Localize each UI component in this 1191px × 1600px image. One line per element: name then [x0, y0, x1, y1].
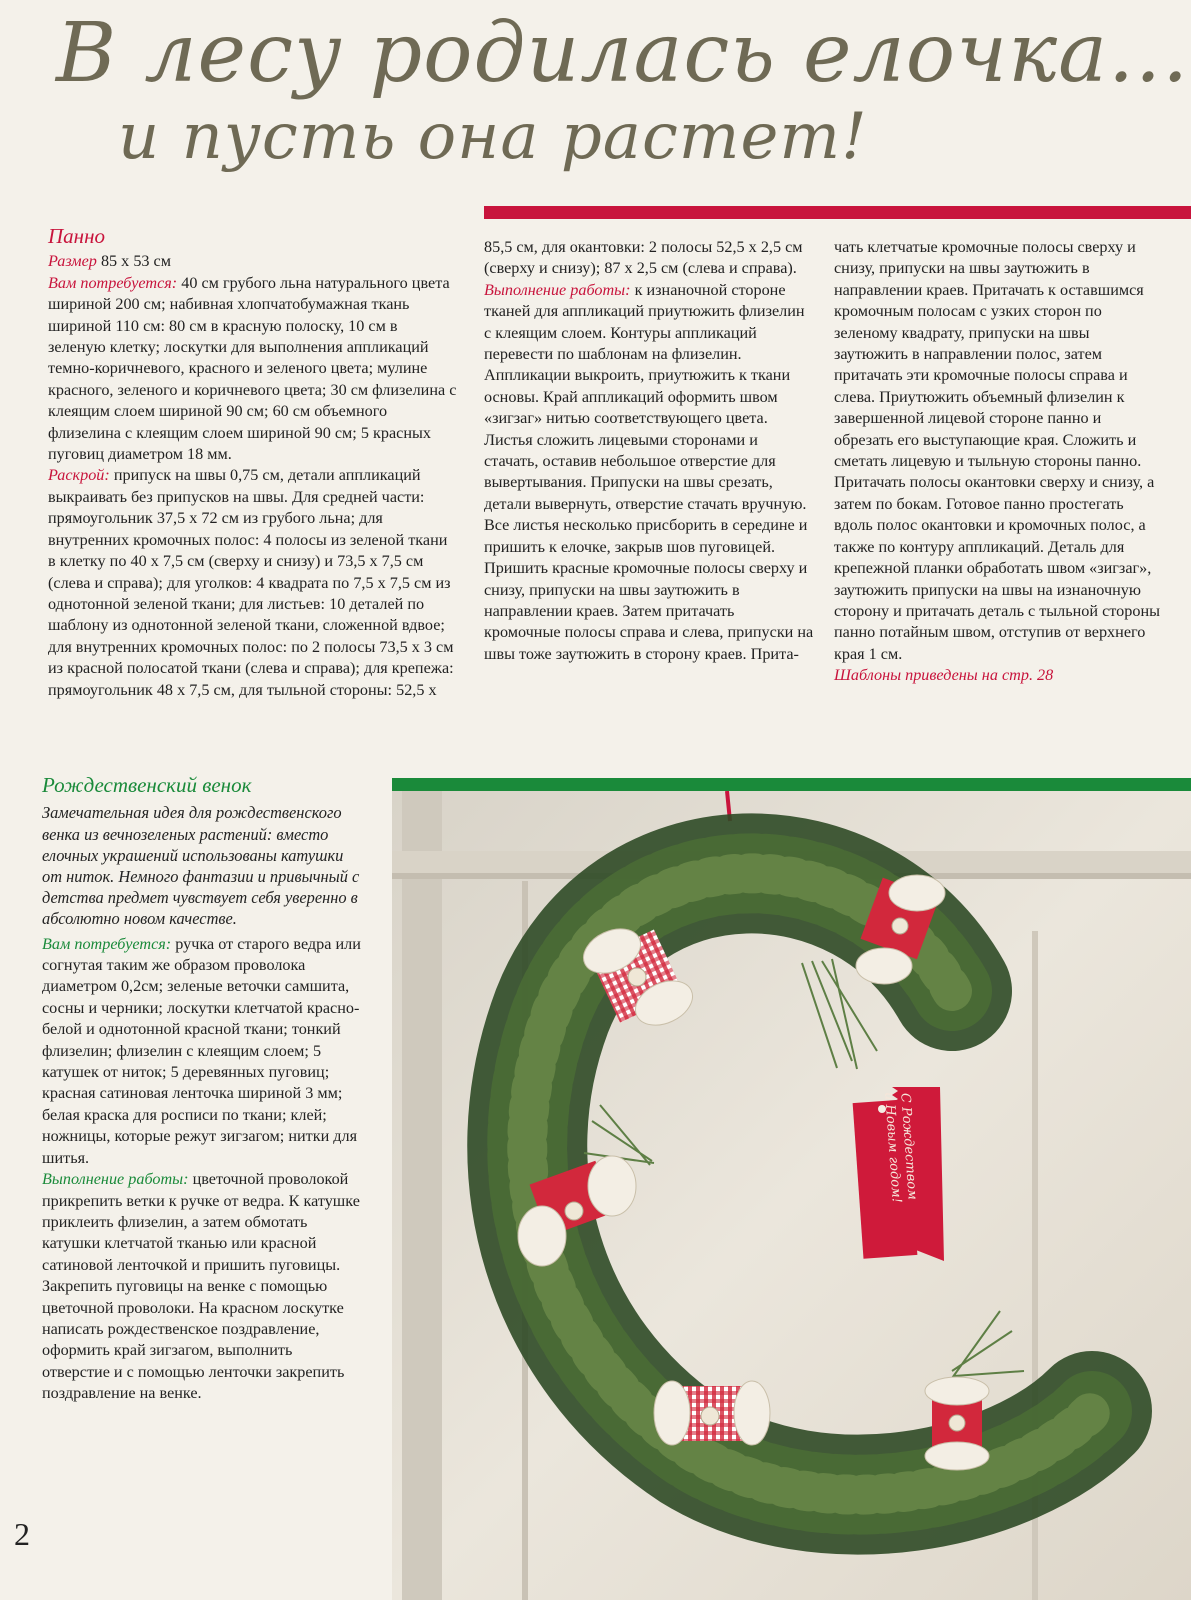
wreath-needs [42, 934, 364, 1169]
panno-column-3 [834, 237, 1164, 687]
wreath-photo [392, 791, 1191, 1600]
panno-column-1 [48, 226, 458, 701]
greeting-tag-text: С Рождеством и Новым годом! [881, 1091, 920, 1204]
red-divider-bar [484, 206, 1191, 219]
work-label: Выполнение работы: [484, 280, 631, 299]
wreath-work-text: цветочной проволокой прикрепить ветки к ручке от ведра. К катушке приклеить флизелин, а затем обмотать катушки клетчатой тканью или красной сатиновой ленточкой и пришить пуговицы. Закрепить пуговицы на венке с помощью цветочной проволоки. На красном лоскутке написать рождественское поздравление, оформить край зигзагом, выполнить отверстие и с помощью ленточки закрепить поздравление на венке. [42, 1170, 360, 1403]
panno-needs [48, 273, 458, 466]
green-divider-bar [392, 778, 1191, 791]
work-text: к изнаночной стороне тканей для аппликаций приутюжить флизелин с клеящим слоем. Контуры аппликаций перевести по шаблонам на флизелин. Аппликации выкроить, приутюжить к ткани основы. Край аппликаций оформить швом «зигзаг» нитью соответствующего цвета. Листья сложить лицевыми сторонами и стачать, оставив небольшое отверстие для вывертывания. Припуски на швы срезать, детали вывернуть, отверстие стачать вручную. Все листья несколько присборить в середине и пришить к елочке, закрыв шов пуговицей. Пришить красные кромочные полосы сверху и снизу, припуски на швы заутюжить в направлении краев. Затем притачать кромочные полосы справа и слева, припуски на швы тоже заутюжить в сторону краев. Прита- [484, 280, 814, 663]
wreath-work-label: Выполнение работы: [42, 1170, 189, 1189]
wreath-needs-label: Вам потребуется: [42, 934, 172, 953]
wreath-heading: Рождественский венок [42, 773, 252, 797]
page-title: В лесу родилась елочка... [56, 6, 1190, 101]
panno-column-2 [484, 237, 814, 665]
wreath-intro: Замечательная идея для рождественского венка из вечнозеленых растений: вместо елочных украшений использованы катушки от ниток. Немного фантазии и привычный с детства предмет чувствует себя уверенно в абсолютно новом качестве. [42, 803, 360, 929]
panno-work [484, 280, 814, 665]
wreath-work [42, 1169, 364, 1404]
wreath-column [42, 775, 364, 1405]
size-label: Размер [48, 252, 97, 271]
size-value: 85 х 53 см [96, 252, 171, 271]
templates-reference: Шаблоны приведены на стр. 28 [834, 666, 1054, 685]
panno-cut [48, 465, 458, 700]
cut-label: Раскрой: [48, 466, 110, 485]
panno-size [48, 251, 458, 272]
page-subtitle: и пусть она растет! [118, 100, 868, 174]
spool-4 [654, 1381, 770, 1445]
panno-heading: Панно [48, 224, 106, 248]
panno-col2-start: 85,5 см, для окантовки: 2 полосы 52,5 х 2,5 см (сверху и снизу); 87 х 2,5 см (слева и справа). [484, 238, 803, 278]
cut-text: припуск на швы 0,75 см, детали аппликаций выкраивать без припусков на швы. Для средней части: прямоугольник 37,5 х 72 см из грубого льна; для внутренних кромочных полос: 4 полосы из зеленой ткани в клетку по 40 х 7,5 см (сверху и снизу) и 73,5 х 7,5 см (слева и справа); для уголков: 4 квадрата по 7,5 х 7,5 см из однотонной зеленой ткани; для листьев: 10 деталей по шаблону из однотонной зеленой ткани, сложенной вдвое; для внутренних кромочных полос: по 2 полосы 73,5 х 3 см из красной полосатой ткани (слева и справа); для крепежа: прямоугольник 48 х 7,5 см, для тыльной стороны: 52,5 х [48, 466, 454, 699]
needs-label: Вам потребуется: [48, 273, 178, 292]
panno-col3-text: чать клетчатые кромочные полосы сверху и снизу, припуски на швы заутюжить в направлении краев. Притачать к оставшимся кромочным полосам с узких сторон по зеленому квадрату, припуски на швы заутюжить в направлении полос, затем притачать эти кромочные полосы справа и слева. Приутюжить объемный флизелин к завершенной лицевой стороне панно и обрезать его выступающие края. Сложить и сметать лицевую и тыльную стороны панно. Притачать полосы окантовки сверху и снизу, а затем по бокам. Готовое панно простегать вдоль полос окантовки и кромочных полос, а также по контуру аппликаций. Деталь для крепежной планки обработать швом «зигзаг», заутюжить припуски на швы на изнаночную сторону и притачать деталь с тыльной стороны панно потайным швом, отступив от верхнего края 1 см. [834, 238, 1160, 663]
spool-5 [925, 1377, 989, 1470]
wreath-needs-text: ручка от старого ведра или согнутая таким же образом проволока диаметром 0,2см; зеленые веточки самшита, сосны и черники; лоскутки клетчатой красно-белой и однотонной красной ткани; тонкий флизелин; флизелин с клеящим слоем; 5 катушек от ниток; 5 деревянных пуговиц; красная сатиновая ленточка шириной 3 мм; белая краска для росписи по ткани; клей; ножницы, которые режут зигзагом; нитки для шитья. [42, 934, 361, 1167]
page-number: 2 [14, 1516, 30, 1552]
needs-text: 40 см грубого льна натурального цвета шириной 200 см; набивная хлопчатобумажная ткань шириной 110 см: 80 см в красную полоску, 10 см в зеленую клетку; лоскутки для выполнения аппликаций темно-коричневого, красного и зеленого цвета; мулине красного, зеленого и коричневого цвета; 30 см флизелина с клеящим слоем шириной 90 см; 60 см объемного флизелина с клеящим слоем шириной 90 см; 5 красных пуговиц диаметром 18 мм. [48, 273, 457, 464]
